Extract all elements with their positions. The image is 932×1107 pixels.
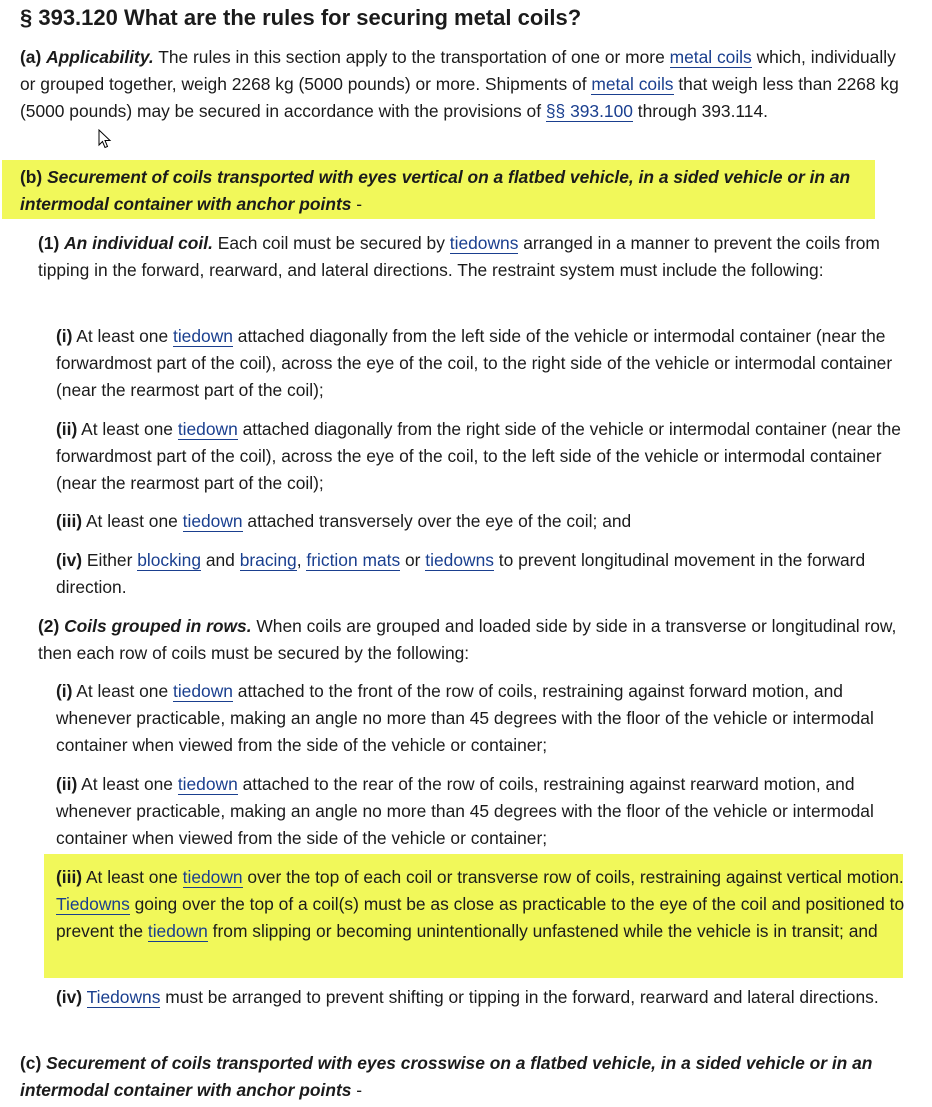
paragraph-a: (a) Applicability. The rules in this section apply to the transportation of one or more metal coils which, individually or grouped together, weigh 2268 kg (5000 pounds) or more. Shipments of metal coils that weigh less than 2268 kg (5000 pounds) may be secured in accordance with the provisions of §§ 393.100 through 393.114. [20, 47, 899, 121]
paragraph-b1-ii-label: (ii) [56, 419, 78, 439]
paragraph-b: (b) Securement of coils transported with eyes vertical on a flatbed vehicle, in a sided vehicle or in an intermodal container with anchor points - [20, 167, 851, 214]
paragraph-b1-label: (1) [38, 233, 60, 253]
link-tiedown[interactable]: tiedown [177, 774, 238, 794]
paragraph-c-heading: Securement of coils transported with eyes crosswise on a flatbed vehicle, in a sided vehicle or in an intermodal container with anchor points [20, 1053, 873, 1100]
paragraph-a-heading: Applicability. [46, 47, 154, 67]
paragraph-b2-iii-label: (iii) [56, 867, 83, 887]
paragraph-b2-iii: (iii) At least one tiedown over the top of each coil or transverse row of coils, restraining against vertical motion. Tiedowns going over the top of a coil(s) must be as close as practicable to the eye of the coil and positioned to prevent the tiedown from slipping or becoming unintentionally unfastened while the vehicle is in transit; and [56, 867, 905, 941]
link-tiedown[interactable]: tiedown [182, 511, 243, 531]
link-tiedowns[interactable]: Tiedowns [86, 987, 161, 1007]
link-metal-coils[interactable]: metal coils [591, 74, 674, 94]
paragraph-a-label: (a) [20, 47, 42, 67]
link-tiedown[interactable]: tiedown [177, 419, 238, 439]
paragraph-b1-i-label: (i) [56, 326, 73, 346]
link-tiedown[interactable]: tiedown [172, 326, 233, 346]
paragraph-b1-heading: An individual coil. [64, 233, 213, 253]
mouse-cursor-icon [98, 129, 112, 149]
paragraph-b2-label: (2) [38, 616, 60, 636]
link-tiedown[interactable]: tiedown [147, 921, 208, 941]
link-tiedown[interactable]: tiedown [172, 681, 233, 701]
paragraph-b-label: (b) [20, 167, 43, 187]
paragraph-b2-i-label: (i) [56, 681, 73, 701]
link-tiedown[interactable]: tiedown [182, 867, 243, 887]
link-tiedowns[interactable]: Tiedowns [56, 894, 130, 914]
paragraph-b1-iii-label: (iii) [56, 511, 83, 531]
paragraph-b2-i: (i) At least one tiedown attached to the front of the row of coils, restraining against forward motion, and whenever practicable, making an angle no more than 45 degrees with the floor of the vehicle or intermodal container when viewed from the side of the vehicle or container; [56, 681, 874, 755]
link-metal-coils[interactable]: metal coils [669, 47, 752, 67]
paragraph-b1-i: (i) At least one tiedown attached diagonally from the left side of the vehicle or intermodal container (near the forwardmost part of the coil), across the eye of the coil, to the right side of the vehicle or intermodal container (near the rearmost part of the coil); [56, 326, 893, 400]
paragraph-b1: (1) An individual coil. Each coil must be secured by tiedowns arranged in a manner to prevent the coils from tipping in the forward, rearward, and lateral directions. The restraint system must include the following: [38, 233, 880, 280]
link-bracing[interactable]: bracing [239, 550, 297, 570]
link-tiedowns[interactable]: tiedowns [425, 550, 494, 570]
paragraph-b-heading: Securement of coils transported with eyes vertical on a flatbed vehicle, in a sided vehicle or in an intermodal container with anchor points [20, 167, 851, 214]
paragraph-b1-ii: (ii) At least one tiedown attached diagonally from the right side of the vehicle or intermodal container (near the forwardmost part of the coil), across the eye of the coil, to the left side of the vehicle or intermodal container (near the rearmost part of the coil); [56, 419, 901, 493]
paragraph-b1-iv: (iv) Either blocking and bracing, friction mats or tiedowns to prevent longitudinal movement in the forward direction. [56, 550, 866, 597]
paragraph-b2-ii: (ii) At least one tiedown attached to the rear of the row of coils, restraining against rearward motion, and whenever practicable, making an angle no more than 45 degrees with the floor of the vehicle or intermodal container when viewed from the side of the vehicle or container; [56, 774, 874, 848]
paragraph-b2: (2) Coils grouped in rows. When coils are grouped and loaded side by side in a transverse or longitudinal row, then each row of coils must be secured by the following: [38, 616, 897, 663]
link-393-100[interactable]: §§ 393.100 [545, 101, 633, 121]
link-blocking[interactable]: blocking [137, 550, 201, 570]
link-friction-mats[interactable]: friction mats [306, 550, 401, 570]
section-title: § 393.120 What are the rules for securing metal coils? [20, 5, 582, 30]
paragraph-c: (c) Securement of coils transported with eyes crosswise on a flatbed vehicle, in a sided vehicle or in an intermodal container with anchor points - [20, 1053, 873, 1100]
link-tiedowns[interactable]: tiedowns [449, 233, 519, 253]
paragraph-b2-iv-label: (iv) [56, 987, 83, 1007]
paragraph-b2-heading: Coils grouped in rows. [64, 616, 252, 636]
paragraph-b1-iv-label: (iv) [56, 550, 83, 570]
paragraph-b1-iii: (iii) At least one tiedown attached transversely over the eye of the coil; and [56, 511, 632, 531]
paragraph-b2-iv: (iv) Tiedowns must be arranged to prevent shifting or tipping in the forward, rearward and lateral directions. [56, 987, 879, 1007]
paragraph-b2-ii-label: (ii) [56, 774, 78, 794]
paragraph-c-label: (c) [20, 1053, 42, 1073]
